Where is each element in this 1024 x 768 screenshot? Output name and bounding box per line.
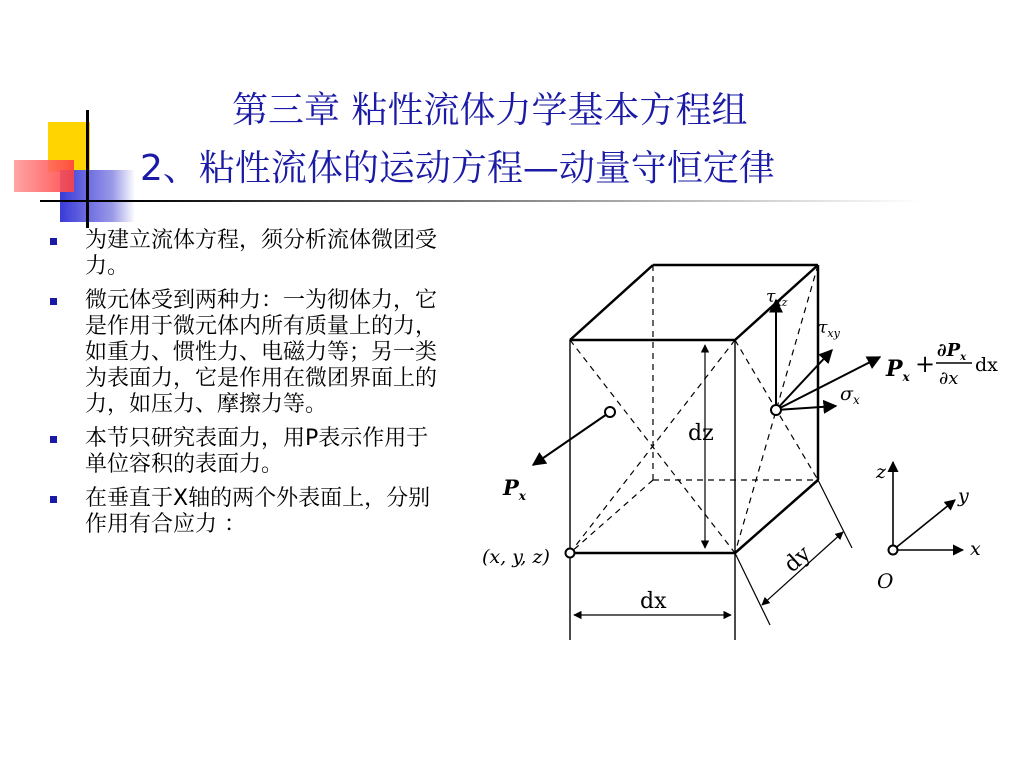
tau-xy-subscript: xy — [827, 327, 840, 340]
px-right-plus: + — [915, 350, 936, 378]
px-right-denominator: ∂x — [939, 368, 959, 389]
px-left-subscript: x — [518, 489, 526, 503]
deco-red-square — [14, 160, 74, 192]
bullet-marker — [50, 436, 57, 443]
corner-decoration — [0, 100, 140, 230]
bullet-text: 本节只研究表面力，用P表示作用于单位容积的表面力。 — [85, 426, 429, 477]
px-right-expression — [885, 340, 998, 389]
axis-origin-label: O — [877, 569, 894, 593]
bullet-marker — [50, 496, 57, 503]
bullet-item — [50, 426, 450, 478]
dx-label: dx — [640, 589, 667, 614]
tau-xy-label: τ — [818, 318, 828, 338]
origin-corner-point — [566, 549, 575, 558]
axis-x-label: x — [970, 538, 981, 560]
coordinate-axes — [893, 462, 963, 550]
tau-xz-label: τ — [766, 287, 776, 307]
right-face-point — [771, 405, 781, 415]
left-face-point — [605, 407, 615, 417]
px-right-subscript: x — [902, 370, 910, 384]
bullet-text: 微元体受到两种力：一为彻体力，它是作用于微元体内所有质量上的力，如重力、惯性力、电磁力等；另一类为表面力，它是作用在微团界面上的力，如压力、摩擦力等。 — [85, 288, 438, 417]
sigma-x-label: σ — [840, 383, 853, 405]
svg-text:Px — [502, 475, 527, 503]
bullet-text: 在垂直于X轴的两个外表面上，分别作用有合应力 ： — [85, 486, 431, 537]
px-right-numerator-subscript: x — [960, 352, 967, 363]
bullet-item — [50, 228, 450, 280]
slide-title-line2: 2、粘性流体的运动方程—动量守恒定律 — [140, 148, 775, 189]
fluid-element-diagram — [470, 250, 1010, 650]
axis-y-label: y — [958, 485, 969, 507]
svg-text:τxz — [766, 287, 788, 309]
axis-origin-point — [889, 546, 898, 555]
deco-horizontal-line — [40, 200, 920, 202]
svg-text:∂Px — [937, 340, 967, 363]
px-left-label: P — [503, 475, 519, 500]
dy-label: dy — [779, 541, 816, 578]
origin-point-label: (x, y, z) — [482, 546, 550, 568]
px-right-numerator: ∂P — [937, 340, 961, 361]
px-right-dx: dx — [975, 354, 998, 376]
px-right-P: P — [886, 356, 903, 382]
deco-vertical-line — [86, 110, 89, 228]
tau-xz-subscript: xz — [775, 296, 788, 309]
svg-text:σx — [840, 383, 860, 407]
bullet-marker — [50, 298, 57, 305]
bullet-item — [50, 288, 450, 418]
bullet-list — [50, 228, 450, 546]
dz-label: dz — [688, 421, 714, 446]
sigma-x-subscript: x — [852, 393, 860, 407]
svg-text:τxy — [818, 318, 841, 340]
left-face-force-arrow — [533, 412, 610, 465]
slide-title-line1: 第三章 粘性流体力学基本方程组 — [232, 90, 748, 131]
bullet-marker — [50, 238, 57, 245]
svg-text:Px — [885, 356, 911, 384]
axis-z-label: z — [876, 461, 887, 483]
bullet-item — [50, 486, 450, 538]
bullet-text: 为建立流体方程，须分析流体微团受力。 — [85, 228, 438, 279]
